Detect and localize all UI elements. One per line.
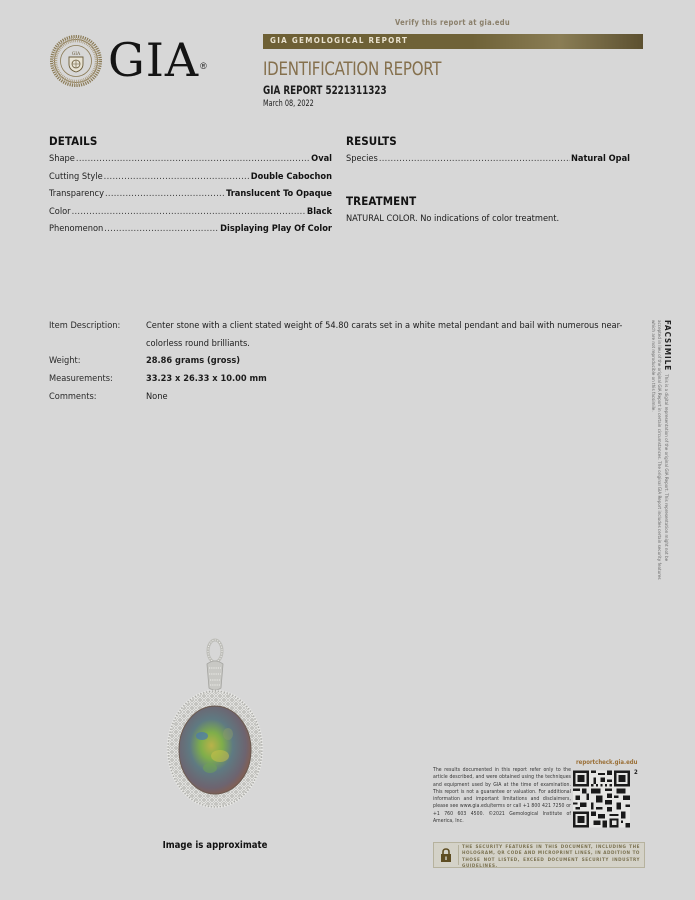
image-caption: Image is approximate bbox=[162, 840, 268, 851]
detail-label: Phenomenon bbox=[49, 223, 104, 235]
detail-row-cutting-style bbox=[49, 171, 332, 189]
qr-code-icon[interactable] bbox=[573, 769, 630, 829]
details-heading: DETAILS bbox=[49, 134, 98, 148]
lock-icon bbox=[440, 848, 452, 862]
leader-dots bbox=[379, 153, 570, 164]
detail-value: Double Cabochon bbox=[250, 170, 332, 182]
item-row-measurements bbox=[49, 370, 639, 388]
detail-value: Black bbox=[306, 205, 332, 217]
detail-label: Cutting Style bbox=[49, 170, 103, 182]
treatment-section bbox=[346, 194, 559, 224]
detail-label: Transparency bbox=[49, 188, 104, 200]
security-text: THE SECURITY FEATURES IN THIS DOCUMENT, INCLUDING THE HOLOGRAM, QR CODE AND MICROPRINT LINES, IN ADDITION TO THOSE NOT LISTED, EXCEED DOCUMENT SECURITY INDUSTRY GUIDELINES. bbox=[462, 845, 640, 870]
reportcheck-link[interactable]: reportcheck.gia.edu bbox=[576, 759, 638, 766]
legal-disclaimer: The results documented in this report refer only to the article described, and were obtained using the techniques and equipment used by GIA at the time of examination. This report is not a guarantee or valuation. For additional information and important limitations and disclaimers, please see www.gia.edu/terms or call +1 800 421 7250 or +1 760 603 4500. ©2021 Gemological Institute of America, Inc. bbox=[433, 767, 571, 824]
leader-dots bbox=[104, 223, 219, 234]
gia-seal-icon bbox=[50, 35, 102, 87]
results-heading: RESULTS bbox=[346, 134, 397, 148]
item-description-table bbox=[49, 317, 639, 406]
divider bbox=[458, 845, 459, 865]
detail-value: Displaying Play Of Color bbox=[220, 223, 332, 235]
detail-row-shape bbox=[49, 153, 332, 171]
report-date: March 08, 2022 bbox=[263, 99, 314, 109]
facsimile-text: This is a digital representation of the original GIA Report. This representation might not be accepted in lieu of the original GIA Report in certain circumstances. The original GIA Report includes certain security features which are not reproducible on this facsimile. bbox=[650, 320, 668, 580]
detail-value: Oval bbox=[311, 153, 332, 164]
qr-page-index: 2 bbox=[634, 769, 638, 776]
report-banner-label: GIA GEMOLOGICAL REPORT bbox=[270, 36, 409, 45]
security-notice bbox=[433, 842, 645, 868]
treatment-heading: TREATMENT bbox=[346, 194, 417, 208]
results-section bbox=[346, 134, 630, 171]
leader-dots bbox=[72, 206, 306, 217]
item-value: 33.23 x 26.33 x 10.00 mm bbox=[146, 373, 267, 385]
detail-label: Shape bbox=[49, 153, 75, 164]
detail-label: Color bbox=[49, 205, 71, 217]
detail-row-transparency bbox=[49, 188, 332, 206]
item-row-weight bbox=[49, 352, 639, 370]
gia-logo-wordmark: GIA® bbox=[108, 33, 208, 87]
result-value: Natural Opal bbox=[570, 153, 630, 164]
item-row-description bbox=[49, 317, 639, 352]
item-value: 28.86 grams (gross) bbox=[146, 355, 241, 367]
result-label: Species bbox=[346, 153, 378, 164]
item-label: Comments: bbox=[49, 390, 97, 402]
verify-link[interactable]: Verify this report at gia.edu bbox=[395, 18, 510, 27]
report-title: IDENTIFICATION REPORT bbox=[263, 58, 442, 80]
item-label: Weight: bbox=[49, 355, 81, 367]
result-row-species bbox=[346, 153, 630, 171]
item-value: Center stone with a client stated weight of 54.80 carats set in a white metal pendant and bail with numerous near-colorless round brilliants. bbox=[146, 320, 623, 349]
facsimile-notice bbox=[640, 320, 670, 580]
leader-dots bbox=[76, 153, 310, 164]
detail-row-color bbox=[49, 206, 332, 224]
item-value: None bbox=[146, 390, 168, 402]
treatment-text: NATURAL COLOR. No indications of color treatment. bbox=[346, 213, 560, 224]
detail-row-phenomenon bbox=[49, 223, 332, 241]
svg-text:GIA: GIA bbox=[71, 52, 81, 57]
leader-dots bbox=[104, 171, 250, 182]
details-section bbox=[49, 134, 332, 241]
item-label: Measurements: bbox=[49, 373, 113, 385]
item-label: Item Description: bbox=[49, 320, 121, 331]
item-row-comments bbox=[49, 388, 639, 406]
report-banner bbox=[263, 34, 643, 49]
pendant-photo bbox=[160, 636, 270, 816]
leader-dots bbox=[105, 188, 225, 199]
detail-value: Translucent To Opaque bbox=[226, 188, 332, 200]
report-number: GIA REPORT 5221311323 bbox=[263, 83, 387, 97]
facsimile-title: FACSIMILE bbox=[663, 320, 672, 372]
